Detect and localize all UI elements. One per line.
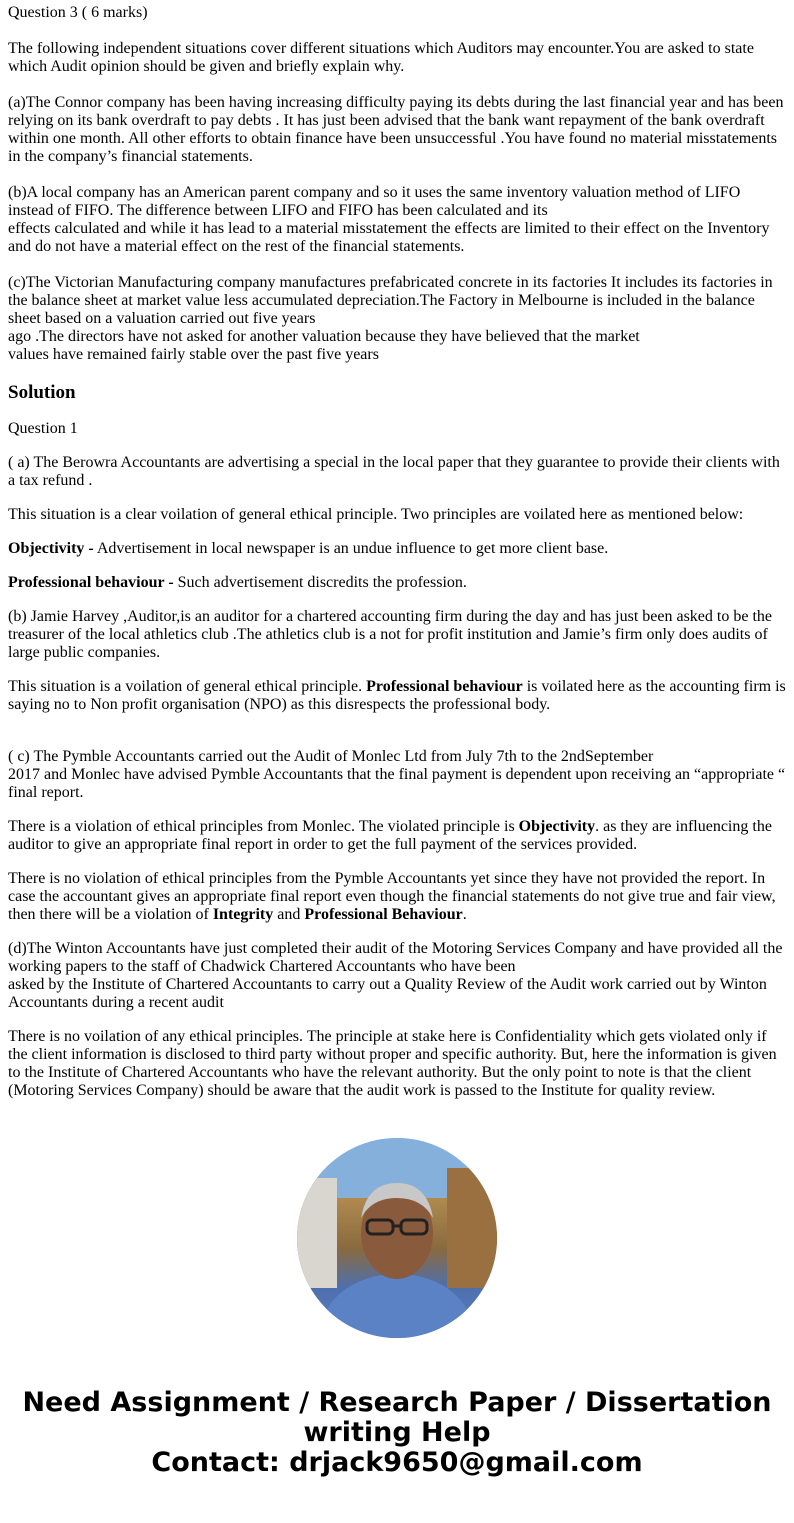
text-line: 2017 and Monlec have advised Pymble Accountants that the final payment is dependent upon receiving an “appropriate “ final report. — [8, 766, 786, 801]
professional-behaviour-point — [8, 574, 786, 592]
footer-headline: Need Assignment / Research Paper / Dissertation writing Help — [22, 1387, 772, 1448]
question-intro: The following independent situations cover different situations which Auditors may encounter.You are asked to state which Audit opinion should be given and briefly explain why. — [8, 40, 754, 75]
term: Objectivity - — [8, 540, 94, 557]
term: Professional behaviour — [366, 678, 523, 695]
situation-b — [8, 184, 786, 256]
solution-question-label: Question 1 — [8, 420, 78, 437]
text: There is a violation of ethical principles from Monlec. The violated principle is — [8, 818, 519, 835]
situation-a: (a)The Connor company has been having increasing difficulty paying its debts during the last financial year and has been relying on its bank overdraft to pay debts . It has just been advised that the bank want repayment of the bank overdraft within one month. All other efforts to obtain finance have been unsuccessful .You have found no material misstatements in the company’s financial statements. — [8, 94, 784, 165]
case-d-answer: There is no voilation of any ethical principles. The principle at stake here is Confidentiality which gets violated only if the client information is disclosed to third party without proper and specific authority. But, here the information is given to the Institute of Chartered Accountants who have the relevant authority. But the only point to note is that the client (Motoring Services Company) should be aware that the audit work is passed to the Institute for quality review. — [8, 1028, 777, 1099]
case-b-answer — [8, 678, 786, 714]
author-photo — [297, 1138, 497, 1338]
situation-c — [8, 274, 786, 364]
text-line: asked by the Institute of Chartered Accountants to carry out a Quality Review of the Audit work carried out by Winton Accountants during a recent audit — [8, 976, 767, 1011]
text: There is no violation of ethical principles from the Pymble Accountants yet since they have not provided the report. In case the accountant gives an appropriate final report even though the financial statements do not give true and fair view, then there will be a violation of — [8, 870, 776, 923]
case-c-answer-2 — [8, 870, 786, 924]
solution-heading: Solution — [8, 382, 76, 403]
person-portrait-icon — [297, 1138, 497, 1338]
text: This situation is a voilation of general ethical principle. — [8, 678, 367, 695]
case-c-answer-1 — [8, 818, 786, 854]
question-title: Question 3 ( 6 marks) — [8, 4, 148, 21]
footer-contact: Contact: drjack9650@gmail.com — [151, 1447, 643, 1478]
text: is voilated here as the accounting firm is saying no to Non profit organisation (NPO) as this disrespects the professional body. — [8, 678, 786, 713]
text: . as they are influencing the auditor to give an appropriate final report in order to get the full payment of the services provided. — [8, 818, 772, 853]
case-a: ( a) The Berowra Accountants are advertising a special in the local paper that they guarantee to provide their clients with a tax refund . — [8, 454, 780, 489]
text: Advertisement in local newspaper is an undue influence to get more client base. — [93, 540, 609, 557]
document — [0, 4, 794, 1100]
case-d — [8, 940, 786, 1012]
text-line: ( c) The Pymble Accountants carried out the Audit of Monlec Ltd from July 7th to the 2ndSeptember — [8, 748, 654, 765]
term: Integrity — [212, 906, 274, 923]
case-b: (b) Jamie Harvey ,Auditor,is an auditor for a chartered accounting firm during the day and has just been asked to be the treasurer of the local athletics club .The athletics club is a not for profit institution and Jamie’s firm only does audits of large public companies. — [8, 608, 772, 661]
text: Such advertisement discredits the profession. — [173, 574, 467, 591]
text-line: ago .The directors have not asked for another valuation because they have believed that the market — [8, 328, 640, 345]
objectivity-point — [8, 540, 786, 558]
contact-footer — [0, 1388, 794, 1498]
term: Professional behaviour - — [8, 574, 174, 591]
solution-section — [8, 382, 786, 1100]
case-a-answer: This situation is a clear voilation of general ethical principle. Two principles are voilated here as mentioned below: — [8, 506, 744, 523]
text-line: (b)A local company has an American parent company and so it uses the same inventory valuation method of LIFO instead of FIFO. The difference between LIFO and FIFO has been calculated and its — [8, 184, 741, 219]
text-line: values have remained fairly stable over the past five years — [8, 346, 379, 363]
text-line: effects calculated and while it has lead to a material misstatement the effects are limited to their effect on the Inventory and do not have a material effect on the rest of the financial statements. — [8, 220, 770, 255]
term: Objectivity — [518, 818, 596, 835]
term: Professional Behaviour — [304, 906, 463, 923]
text-line: (c)The Victorian Manufacturing company manufactures prefabricated concrete in its factories It includes its factories in the balance sheet at market value less accumulated depreciation.The Factory in Melbourne is included in the balance sheet based on a valuation carried out five years — [8, 274, 773, 327]
case-c — [8, 748, 786, 802]
text: and — [273, 906, 305, 923]
text-line: (d)The Winton Accountants have just completed their audit of the Motoring Services Company and have provided all the working papers to the staff of Chadwick Chartered Accountants who have been — [8, 940, 783, 975]
text: . — [462, 906, 467, 923]
